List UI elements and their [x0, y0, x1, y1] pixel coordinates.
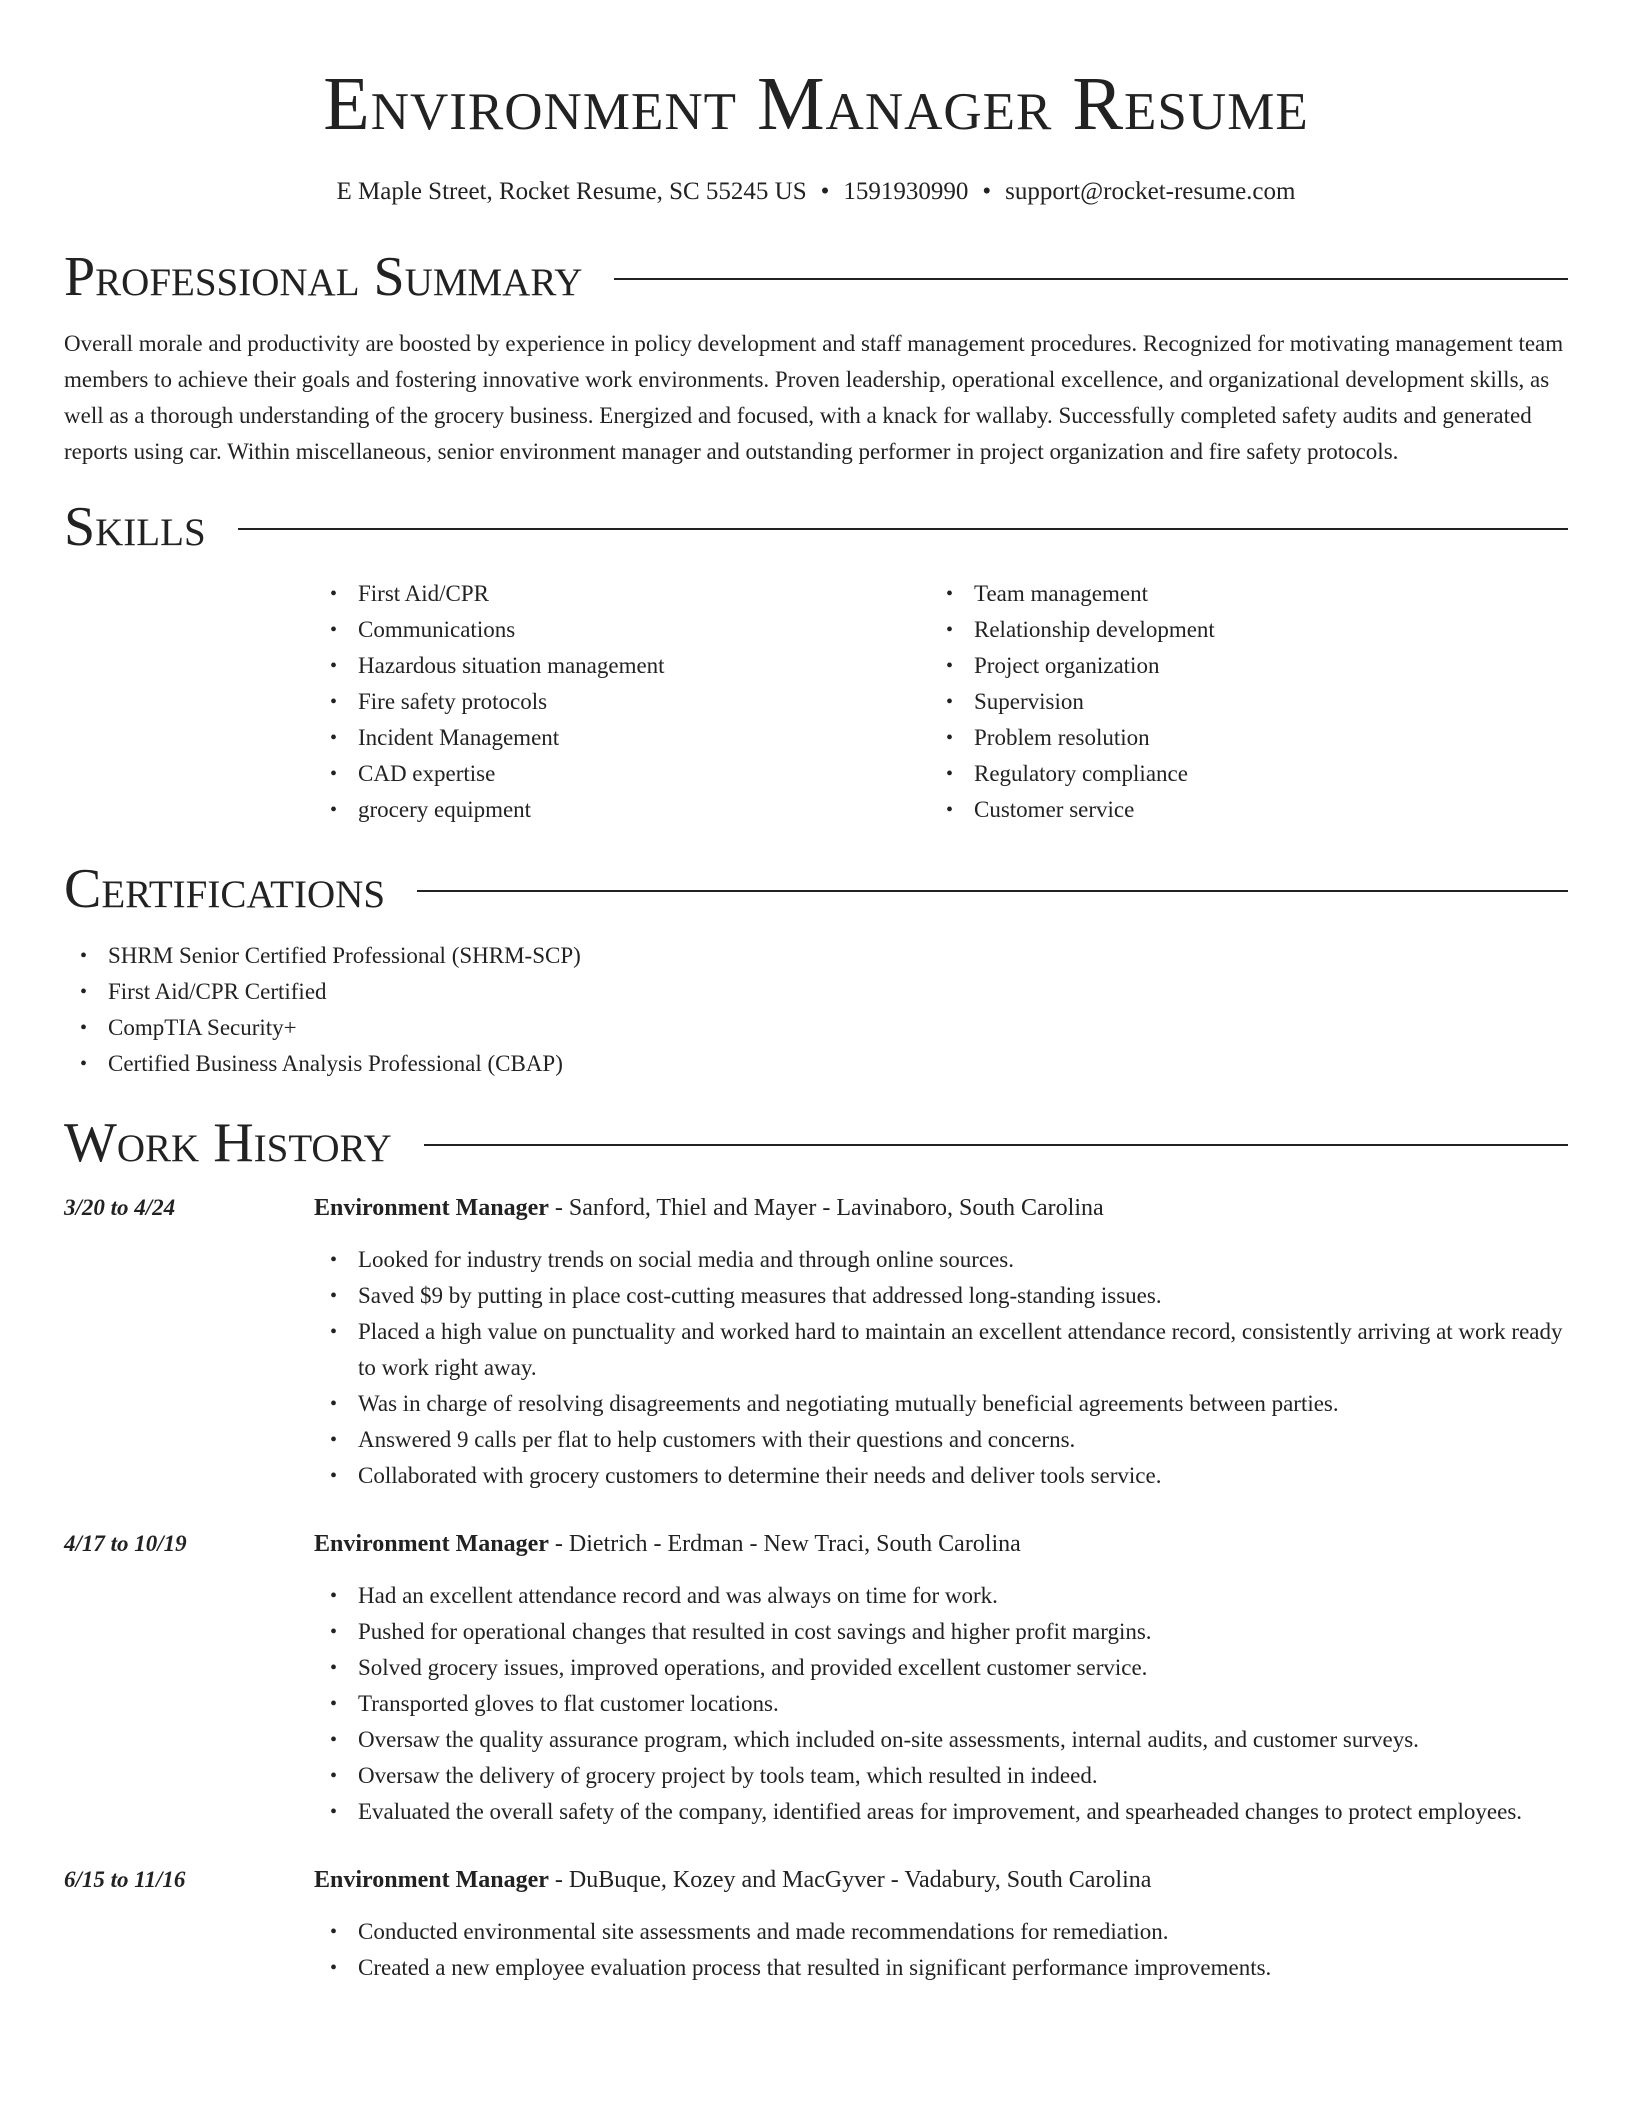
certifications-list	[64, 938, 1568, 1082]
job-title: Environment Manager	[314, 1531, 549, 1557]
work-history-section	[64, 1108, 1568, 1986]
skills-heading: Skills	[64, 496, 206, 558]
job-entry	[64, 1862, 1568, 1986]
job-duty-item: • Created a new employee evaluation process that resulted in significant performance improvements.	[314, 1950, 1568, 1986]
job-entry	[64, 1190, 1568, 1494]
job-duties-list	[314, 1914, 1568, 1986]
summary-text: Overall morale and productivity are boosted by experience in policy development and staff management procedures. Recognized for motivating management team members to achieve their goals and fostering innovative work environments. Proven leadership, operational excellence, and organizational development skills, as well as a thorough understanding of the grocery business. Energized and focused, with a knack for wallaby. Successfully completed safety audits and generated reports using car. Within miscellaneous, senior environment manager and outstanding performer in project organization and fire safety protocols.	[64, 331, 1564, 464]
work-history-heading: Work History	[64, 1112, 392, 1174]
job-duty-item: • Transported gloves to flat customer locations.	[314, 1686, 1568, 1722]
job-body	[314, 1526, 1568, 1830]
job-duty-item: • Oversaw the delivery of grocery project by tools team, which resulted in indeed.	[314, 1758, 1568, 1794]
skills-list-right	[930, 576, 1546, 828]
skill-item: • Problem resolution	[930, 720, 1546, 756]
certifications-section	[64, 854, 1568, 1082]
certification-item: • First Aid/CPR Certified	[64, 974, 1568, 1010]
contact-phone: 1591930990	[843, 178, 969, 205]
certification-item: • CompTIA Security+	[64, 1010, 1568, 1046]
job-dates: 3/20 to 4/24	[64, 1195, 176, 1220]
certification-item: • Certified Business Analysis Professional (CBAP)	[64, 1046, 1568, 1082]
skill-item: • Communications	[314, 612, 930, 648]
contact-email[interactable]: support@rocket-resume.com	[1005, 178, 1296, 205]
work-history-heading-row	[64, 1108, 1568, 1178]
job-duty-item: • Oversaw the quality assurance program, which included on-site assessments, internal audits, and customer surveys.	[314, 1722, 1568, 1758]
job-duties-list	[314, 1242, 1568, 1494]
job-body	[314, 1190, 1568, 1494]
job-duty-item: • Answered 9 calls per flat to help customers with their questions and concerns.	[314, 1422, 1568, 1458]
contact-address: E Maple Street, Rocket Resume, SC 55245 US	[336, 178, 807, 205]
job-title: Environment Manager	[314, 1867, 549, 1893]
skill-item: • Fire safety protocols	[314, 684, 930, 720]
skills-columns	[314, 576, 1568, 828]
job-duty-item: • Had an excellent attendance record and was always on time for work.	[314, 1578, 1568, 1614]
job-duty-item: • Placed a high value on punctuality and worked hard to maintain an excellent attendance record, consistently arriving at work ready to work right away.	[314, 1314, 1568, 1386]
contact-separator: •	[820, 178, 830, 205]
job-duty-item: • Collaborated with grocery customers to determine their needs and deliver tools service.	[314, 1458, 1568, 1494]
summary-section	[64, 242, 1568, 470]
job-duty-item: • Looked for industry trends on social media and through online sources.	[314, 1242, 1568, 1278]
summary-heading: Professional Summary	[64, 246, 583, 308]
skills-heading-row	[64, 492, 1568, 562]
job-duty-item: • Evaluated the overall safety of the company, identified areas for improvement, and spearheaded changes to protect employees.	[314, 1794, 1568, 1830]
skill-item: • Project organization	[930, 648, 1546, 684]
job-dates: 4/17 to 10/19	[64, 1531, 187, 1556]
job-entry	[64, 1526, 1568, 1830]
certification-item: • SHRM Senior Certified Professional (SHRM-SCP)	[64, 938, 1568, 974]
job-body	[314, 1862, 1568, 1986]
skill-item: • Hazardous situation management	[314, 648, 930, 684]
job-title: Environment Manager	[314, 1195, 549, 1221]
skill-item: • First Aid/CPR	[314, 576, 930, 612]
section-divider	[417, 890, 1568, 892]
contact-separator: •	[982, 178, 992, 205]
job-dates: 6/15 to 11/16	[64, 1867, 186, 1892]
resume-title: Environment Manager Resume	[323, 62, 1309, 146]
skill-item: • Customer service	[930, 792, 1546, 828]
section-divider	[424, 1144, 1568, 1146]
skill-item: • Supervision	[930, 684, 1546, 720]
skills-section	[64, 492, 1568, 828]
skill-item: • grocery equipment	[314, 792, 930, 828]
job-duty-item: • Saved $9 by putting in place cost-cutting measures that addressed long-standing issues.	[314, 1278, 1568, 1314]
job-heading	[314, 1190, 1568, 1226]
section-divider	[614, 278, 1568, 280]
job-duty-item: • Conducted environmental site assessments and made recommendations for remediation.	[314, 1914, 1568, 1950]
job-employer-location: - Sanford, Thiel and Mayer - Lavinaboro, South Carolina	[548, 1195, 1104, 1221]
skill-item: • CAD expertise	[314, 756, 930, 792]
job-duty-item: • Was in charge of resolving disagreements and negotiating mutually beneficial agreements between parties.	[314, 1386, 1568, 1422]
skills-list-left	[314, 576, 930, 828]
certifications-heading: Certifications	[64, 858, 386, 920]
section-divider	[238, 528, 1568, 530]
job-duty-item: • Pushed for operational changes that resulted in cost savings and higher profit margins.	[314, 1614, 1568, 1650]
summary-heading-row	[64, 242, 1568, 312]
job-heading	[314, 1862, 1568, 1898]
job-heading	[314, 1526, 1568, 1562]
job-duty-item: • Solved grocery issues, improved operations, and provided excellent customer service.	[314, 1650, 1568, 1686]
job-employer-location: - Dietrich - Erdman - New Traci, South Carolina	[548, 1531, 1021, 1557]
skill-item: • Regulatory compliance	[930, 756, 1546, 792]
skill-item: • Relationship development	[930, 612, 1546, 648]
skill-item: • Incident Management	[314, 720, 930, 756]
contact-line	[64, 176, 1568, 208]
job-employer-location: - DuBuque, Kozey and MacGyver - Vadabury, South Carolina	[548, 1867, 1152, 1893]
skill-item: • Team management	[930, 576, 1546, 612]
certifications-heading-row	[64, 854, 1568, 924]
job-duties-list	[314, 1578, 1568, 1830]
